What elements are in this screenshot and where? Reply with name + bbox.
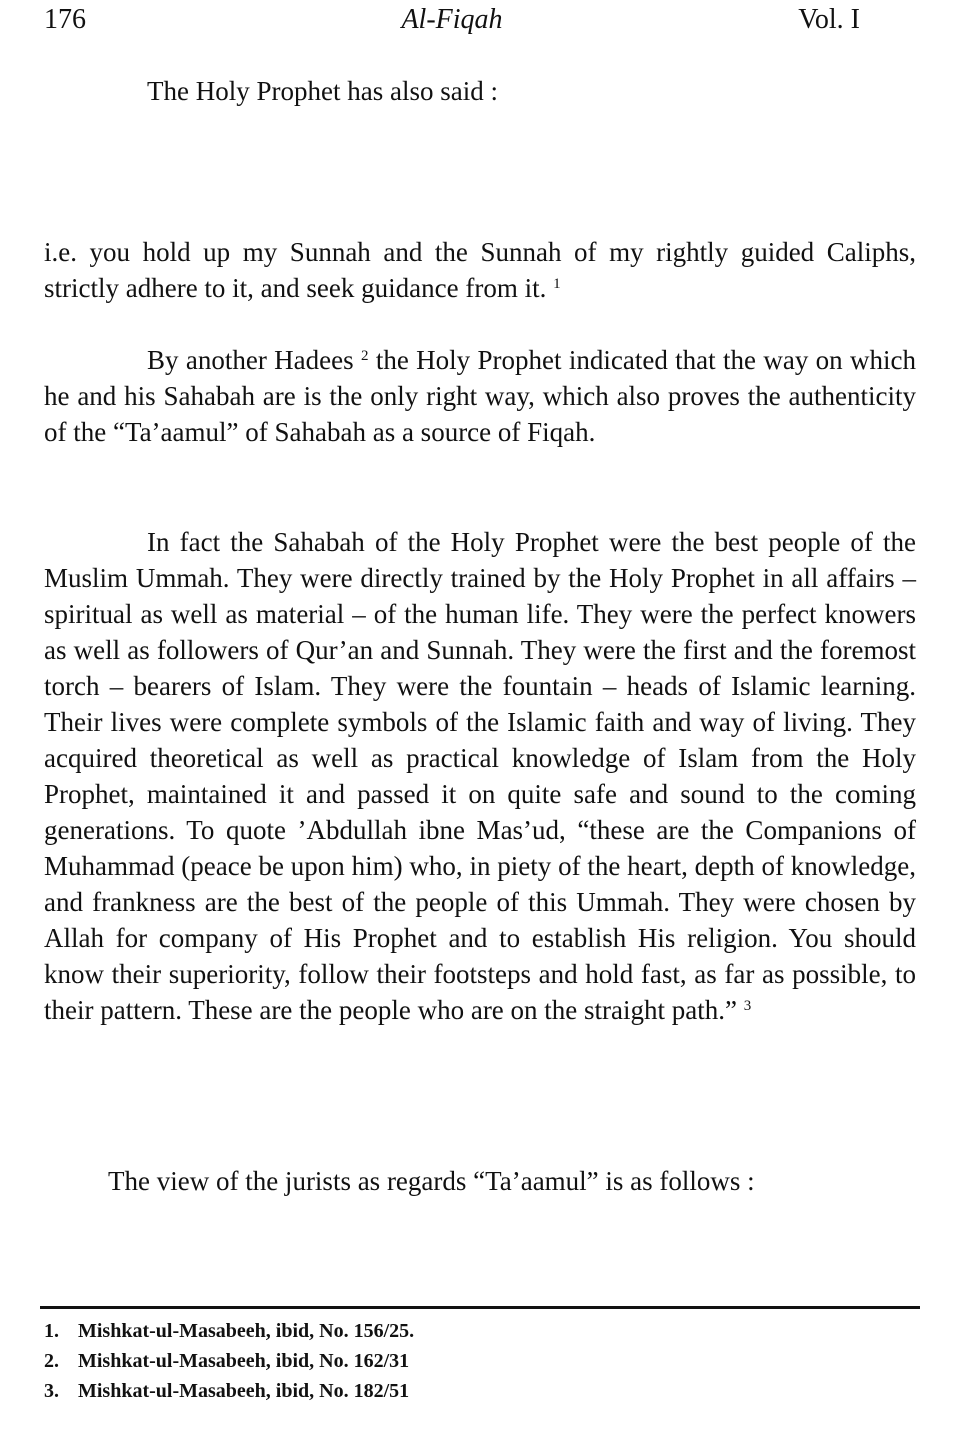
volume-label: Vol. I: [798, 4, 860, 35]
footnote-item: [44, 1316, 414, 1346]
paragraph-jurists: The view of the jurists as regards “Ta’aamul” is as follows :: [108, 1166, 755, 1196]
page-header: [44, 4, 860, 40]
intro-line: The Holy Prophet has also said :: [147, 76, 498, 106]
footnotes: [44, 1316, 414, 1406]
footnote-text: Mishkat-ul-Masabeeh, ibid, No. 162/31: [78, 1350, 410, 1372]
footnote-divider: [40, 1306, 920, 1309]
footnote-number: 3.: [44, 1380, 59, 1402]
footnote-text: Mishkat-ul-Masabeeh, ibid, No. 156/25.: [78, 1320, 415, 1342]
paragraph-hadees: [44, 342, 916, 450]
footnote-ref-3: 3: [743, 998, 752, 1014]
paragraph-sunnah: [44, 234, 916, 306]
book-title: Al-Fiqah: [401, 4, 503, 35]
footnote-number: 1.: [44, 1320, 59, 1342]
page-number: 176: [44, 4, 86, 35]
paragraph-text: the Holy Prophet indicated that the way on which he and his Sahabah are is the only right way, which also proves the authenticity of the “Ta’aamul” of Sahabah as a source of Fiqah.: [44, 345, 917, 447]
footnote-item: [44, 1376, 414, 1406]
footnote-ref-1: 1: [553, 276, 561, 292]
paragraph-sahabah: [44, 524, 916, 1028]
footnote-item: [44, 1346, 414, 1376]
footnote-text: Mishkat-ul-Masabeeh, ibid, No. 182/51: [78, 1380, 410, 1402]
footnote-ref-2: 2: [360, 348, 369, 364]
paragraph-text: i.e. you hold up my Sunnah and the Sunnah of my rightly guided Caliphs, strictly adhere to it, and seek guidance from it.: [44, 237, 916, 303]
paragraph-text: By another Hadees: [147, 345, 354, 375]
footnote-number: 2.: [44, 1350, 59, 1372]
paragraph-text: In fact the Sahabah of the Holy Prophet were the best people of the Muslim Ummah. They were directly trained by the Holy Prophet in all affairs – spiritual as well as material – of the human life. They were the perfect knowers as well as followers of Qur’an and Sunnah. They were the first and the foremost torch – bearers of Islam. They were the fountain – heads of Islamic learning. Their lives were complete symbols of the Islamic faith and way of living. They acquired theoretical as well as practical knowledge of Islam from the Holy Prophet, maintained it and passed it on quite safe and sound to the coming generations. To quote ’Abdullah ibne Mas’ud, “these are the Companions of Muhammad (peace be upon him) who, in piety of the heart, depth of knowledge, and frankness are the best of the people of this Ummah. They were chosen by Allah for company of His Prophet and to establish His religion. You should know their superiority, follow their footsteps and hold fast, as far as possible, to their pattern. These are the people who are on the straight path.”: [44, 527, 916, 1025]
